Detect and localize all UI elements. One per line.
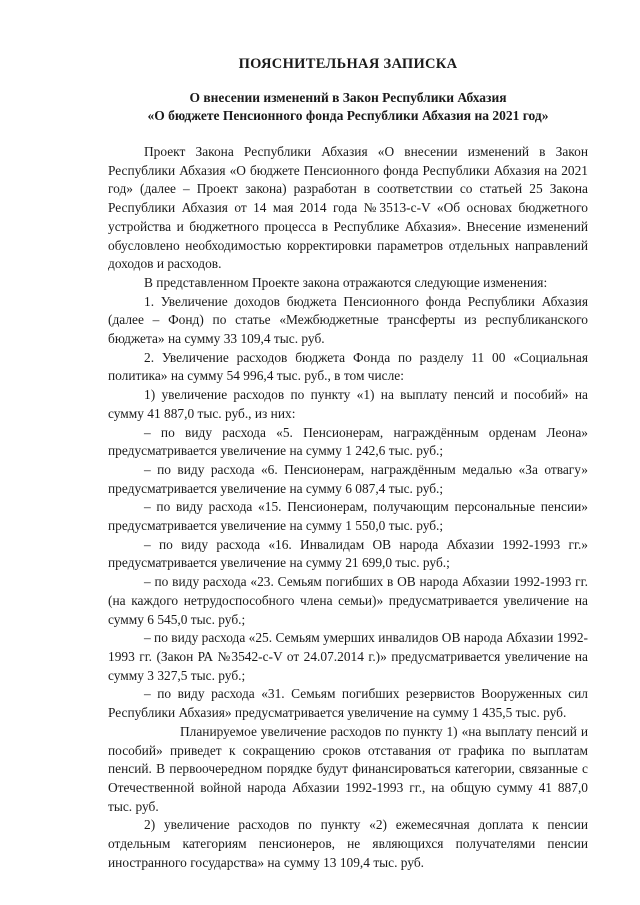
paragraph-expense-6: – по виду расхода «6. Пенсионерам, награждённым медалью «За отвагу» предусматривается увеличение на сумму 6 087,4 тыс. руб.;	[108, 461, 588, 496]
paragraph-expense-23: – по виду расхода «23. Семьям погибших в ОВ народа Абхазии 1992-1993 гг. (на каждого нетрудоспособного члена семьи)» предусматривается увеличение на сумму 6 545,0 тыс. руб.;	[108, 574, 588, 627]
subtitle-line-1: О внесении изменений в Закон Республики Абхазия	[189, 90, 507, 105]
paragraph-item-2: 2. Увеличение расходов бюджета Фонда по разделу 11 00 «Социальная политика» на сумму 54 996,4 тыс. руб., в том числе:	[108, 349, 588, 384]
paragraph-expense-25: – по виду расхода «25. Семьям умерших инвалидов ОВ народа Абхазии 1992-1993 гг. (Закон РА №3542-с-V от 24.07.2014 г.)» предусматривается увеличение на сумму 3 327,5 тыс. руб.;	[108, 630, 588, 683]
document-subtitle	[108, 89, 588, 125]
document-title: ПОЯСНИТЕЛЬНАЯ ЗАПИСКА	[238, 56, 458, 72]
paragraph-expense-16: – по виду расхода «16. Инвалидам ОВ народа Абхазии 1992-1993 гг.» предусматривается увеличение на сумму 21 699,0 тыс. руб.;	[108, 536, 588, 571]
paragraph-expense-5: – по виду расхода «5. Пенсионерам, награждённым орденам Леона» предусматривается увеличение на сумму 1 242,6 тыс. руб.;	[108, 424, 588, 459]
paragraph-item-1: 1. Увеличение доходов бюджета Пенсионного фонда Республики Абхазия (далее – Фонд) по статье «Межбюджетные трансферты из республиканского бюджета» на сумму 33 109,4 тыс. руб.	[108, 293, 588, 347]
document-body	[108, 143, 588, 872]
paragraph-planned-increase: Планируемое увеличение расходов по пункту 1) «на выплату пенсий и пособий» приведет к сокращению сроков отставания от графика по выплатам пенсий. В первоочередном порядке будут финансироваться категории, связанные с Отечественной войной народа Абхазии 1992-1993 гг., на общую сумму 41 887,0 тыс. руб.	[108, 723, 588, 814]
paragraph-expense-31: – по виду расхода «31. Семьям погибших резервистов Вооруженных сил Республики Абхазия» предусматривается увеличение на сумму 1 435,5 тыс. руб.	[108, 686, 588, 721]
paragraph-expense-15: – по виду расхода «15. Пенсионерам, получающим персональные пенсии» предусматривается увеличение на сумму 1 550,0 тыс. руб.;	[108, 499, 588, 534]
paragraph-changes-lead: В представленном Проекте закона отражаются следующие изменения:	[144, 274, 548, 290]
subtitle-line-2: «О бюджете Пенсионного фонда Республики Абхазия на 2021 год»	[147, 108, 549, 123]
paragraph-intro: Проект Закона Республики Абхазия «О внесении изменений в Закон Республики Абхазия «О бюджете Пенсионного фонда Республики Абхазия на 2021 год» (далее – Проект закона) разработан в соответствии со статьей 25 Закона Республики Абхазия от 14 мая 2014 года №3513-с-V «Об основах бюджетного устройства и бюджетного процесса в Республике Абхазия». Внесение изменений обусловлено необходимостью корректировки параметров отдельных направлений доходов и расходов.	[108, 144, 588, 272]
paragraph-subitem-2: 2) увеличение расходов по пункту «2) ежемесячная доплата к пенсии отдельным категориям пенсионеров, не являющихся получателями пенсии иностранного государства» на сумму 13 109,4 тыс. руб.	[108, 817, 588, 870]
paragraph-subitem-1: 1) увеличение расходов по пункту «1) на выплату пенсий и пособий» на сумму 41 887,0 тыс. руб., из них:	[108, 387, 588, 421]
